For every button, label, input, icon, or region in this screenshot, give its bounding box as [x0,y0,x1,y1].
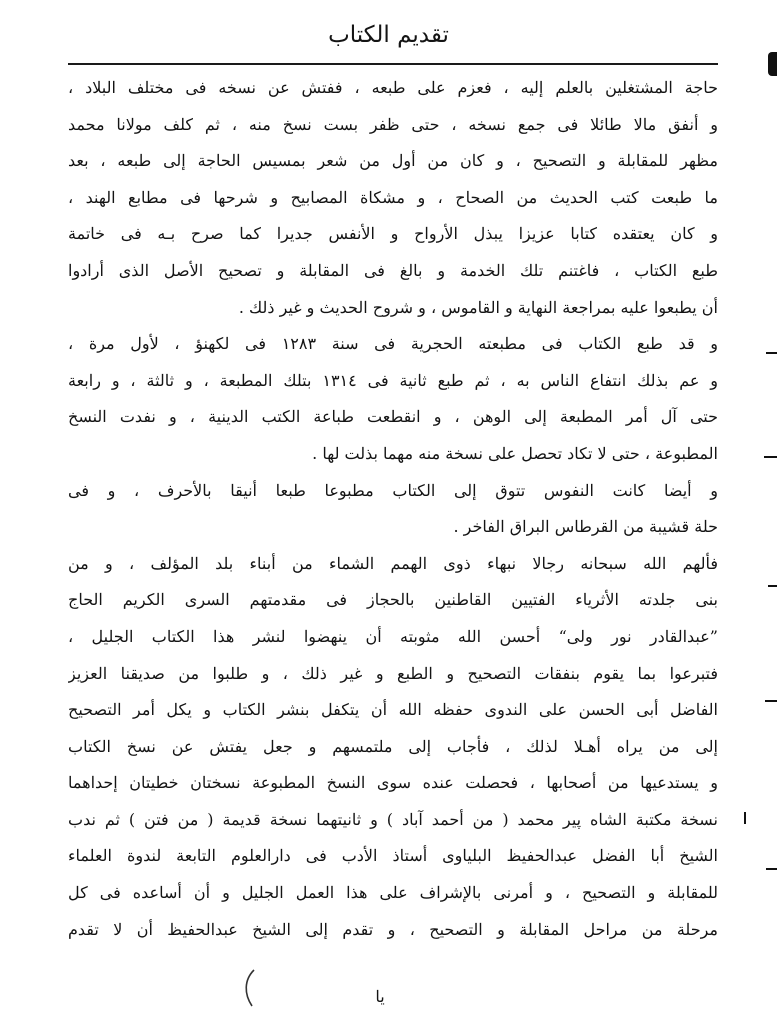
text-line: طبع الكتاب ، فاغتنم تلك الخدمة و بالغ فى المقابلة و تصحيح الأصل الذى أرادوا [68,260,718,280]
text-line: ما طبعت كتب الحديث من الصحاح ، و مشكاة المصابيح و شرحها فى مطابع الهند ، [68,187,718,207]
text-line: و كان يعتقده كتابا عزيزا يبذل الأرواح و الأنفس جديرا كما صرح بـه فى خاتمة [68,224,718,244]
text-line: للمقابلة و التصحيح ، و أمرنى بالإشراف على هذا العمل الجليل و أن أساعده فى كل [68,883,718,903]
text-line: و أيضا كانت النفوس تتوق إلى الكتاب مطبوعا طبعا أنيقا بالأحرف ، و فى [68,480,718,500]
binding-hole-mark [768,52,777,76]
text-line: حتى آل أمر المطبعة إلى الوهن ، و انقطعت طباعة الكتب الدينية ، و نفدت النسخ [68,407,718,427]
text-line: الفاضل أبى الحسن على الندوى حفظه الله أن يتكفل بنشر الكتاب و يكل أمر التصحيح [68,700,718,720]
header-rule [68,63,718,65]
edge-tick-mark [766,352,777,354]
text-line: مظهر للمقابلة و التصحيح ، و كان من أول من شعر بمسيس الحاجة إلى طبعه ، بعد [68,151,718,171]
margin-tick-mark [744,812,746,824]
page-number: يا [375,987,385,1006]
paragraph-2 [68,326,718,472]
text-line: الشيخ أبا الفضل عبدالحفيظ البلياوى أستاذ الأدب فى دارالعلوم التابعة لندوة العلماء [68,846,718,866]
text-line: و عم بذلك انتفاع الناس به ، ثم طبع ثانية فى ١٣١٤ بتلك المطبعة ، و ثالثة ، و رابعة [68,370,718,390]
edge-tick-mark [768,585,777,587]
text-line: مرحلة من مراحل المقابلة و التصحيح ، و تقدم إلى الشيخ عبدالحفيظ أن لا تقدم [68,919,718,939]
edge-tick-mark [766,868,777,870]
text-line: حاجة المشتغلين بالعلم إليه ، فعزم على طبعه ، ففتش عن نسخه فى مختلف البلاد ، [68,78,718,97]
text-line: حلة قشيبة من القرطاس البراق الفاخر . [453,517,718,537]
text-line: و قد طبع الكتاب فى مطبعته الحجرية فى سنة ١٢٨٣ فى لكهنؤ ، لأول مرة ، [68,334,718,354]
text-line: و أنفق مالا طائلا فى جمع نسخه ، حتى ظفر بست نسخ منه ، ثم كلف مولانا محمد [68,114,718,134]
text-line: ”عبدالقادر نور ولى“ أحسن الله مثوبته أن ينهضوا لنشر هذا الكتاب الجليل ، [68,626,718,646]
text-line: بنى جلدته الأثرياء الفتيين القاطنين بالحجاز فى مقدمتهم السرى الكريم الحاج [68,590,718,610]
paragraph-1 [68,70,718,326]
paragraph-4 [68,546,718,949]
page-title: تقديم الكتاب [328,22,449,48]
text-line: فتبرعوا بما يقوم بنفقات التصحيح و الطبع و غير ذلك ، و طلبوا من صديقنا العزيز [68,663,718,683]
text-line: إلى من يراه أهـلا لذلك ، فأجاب إلى ملتمسهم و جعل يفتش عن نسخ الكتاب [68,736,718,756]
paragraph-3 [68,473,718,546]
edge-tick-mark [765,700,777,702]
edge-tick-mark [764,456,777,458]
text-line: المطبوعة ، حتى لا تكاد تحصل على نسخة منه مهما بذلت لها . [312,443,718,463]
text-line: نسخة مكتبة الشاه پير محمد ( من أحمد آباد ) و ثانيتهما نسخة قديمة ( من فتن ) ثم ندب [68,809,718,829]
text-line: فألهم الله سبحانه رجالا نبهاء ذوى الهمم الشماء من أبناء بلد المؤلف ، و من [68,553,718,573]
text-line: أن يطبعوا عليه بمراجعة النهاية و القاموس ، و شروح الحديث و غير ذلك . [238,297,718,317]
pencil-hook-mark [242,968,258,1008]
text-line: و يستدعيها من أصحابها ، فحصلت عنده سوى النسخ المطبوعة نسختان خطيتان إحداهما [68,773,718,793]
body-text [68,70,718,948]
